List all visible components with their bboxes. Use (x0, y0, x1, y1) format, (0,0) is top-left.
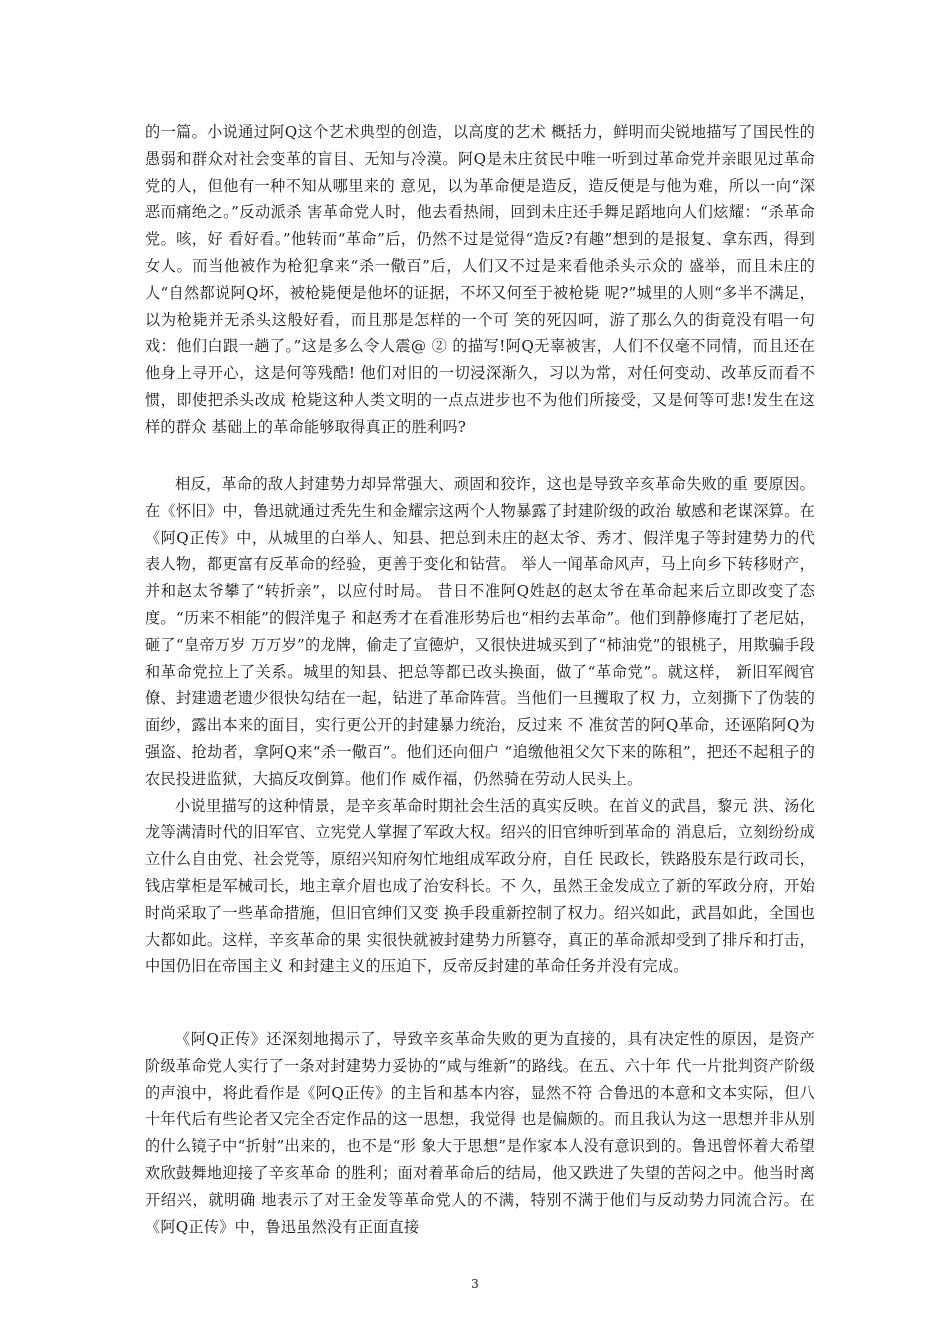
paragraph-3: 《阿Q正传》还深刻地揭示了，导致辛亥革命失败的更为直接的，具有决定性的原因，是资产阶级革命党人实行了一条对封建势力妥协的“咸与维新”的路线。在五、六十年 代一片批判资产阶级的声浪中，将此看作是《阿Q正传》的主旨和基本内容，显然不符 合鲁迅的本意和文本实际，但八十年代后有些论者又完全否定作品的这一思想，我觉得 也是偏颇的。而且我认为这一思想并非从别的什么镜子中“折射”出来的，也不是“形 象大于思想”是作家本人没有意识到的。鲁迅曾怀着大希望欢欣鼓舞地迎接了辛亥革命 的胜利；面对着革命后的结局，他又跌进了失望的苦闷之中。他当时离开绍兴，就明确 地表示了对王金发等革命党人的不满，特别不满于他们与反动势力同流合污。在《阿Q正传》中，鲁迅虽然没有正面直接 (145, 1030, 815, 1236)
page-number: 3 (471, 1277, 479, 1291)
paragraph-2 (145, 471, 815, 980)
paragraph-1: 的一篇。小说通过阿Q这个艺术典型的创造，以高度的艺术 概括力，鲜明而尖锐地描写了国民性的愚弱和群众对社会变革的盲目、无知与冷漠。阿Q是未庄贫民中唯一听到过革命党并亲眼见过革命党的人，但他有一种不知从哪里来的 意见，以为革命便是造反，造反便是与他为难，所以一向“深恶而痛绝之。”反动派杀 害革命党人时，他去看热闹，回到未庄还手舞足蹈地向人们炫耀：“杀革命党。咳，好 看好看。”他转而“革命”后，仍然不过是觉得“造反?有趣”想到的是报复、拿东西，得到女人。而当他被作为枪犯拿来“杀一儆百”后，人们又不过是来看他杀头示众的 盛举，而且未庄的人“自然都说阿Q坏，被枪毙便是他坏的证据，不坏又何至于被枪毙 呢?”城里的人则“多半不满足，以为枪毙并无杀头这般好看，而且那是怎样的一个可 笑的死囚呵，游了那么久的街竟没有唱一句戏：他们白跟一趟了。”这是多么令人震@ ② 的描写!阿Q无辜被害，人们不仅毫不同情，而且还在他身上寻开心，这是何等残酷! 他们对旧的一切浸深渐久，习以为常，对任何变动、改革反而看不惯，即使把杀头改成 枪毙这种人类文明的一点点进步也不为他们所接受，又是何等可悲!发生在这样的群众 基础上的革命能够取得真正的胜利吗? (145, 123, 815, 436)
paragraph-2-part-2: 小说里描写的这种情景，是辛亥革命时期社会生活的真实反映。在首义的武昌，黎元 洪、汤化龙等满清时代的旧军官、立宪党人掌握了军政大权。绍兴的旧官绅听到革命的 消息后，立刻纷纷成立什么自由党、社会党等，原绍兴知府匆忙地组成军政分府，自任 民政长，铁路股东是行政司长，钱店掌柜是军械司长，地主章介眉也成了治安科长。不 久，虽然王金发成立了新的军政分府，开始时尚采取了一些革命措施，但旧官绅们又变 换手段重新控制了权力。绍兴如此，武昌如此，全国也大都如此。这样，辛亥革命的果 实很快就被封建势力所篡夺，真正的革命派却受到了排斥和打击，中国仍旧在帝国主义 和封建主义的压迫下，反帝反封建的革命任务并没有完成。 (145, 796, 815, 976)
paragraph-2-part-1: 相反，革命的敌人封建势力却异常强大、顽固和狡诈，这也是导致辛亥革命失败的重 要原因。在《怀旧》中，鲁迅就通过秃先生和金耀宗这两个人物暴露了封建阶级的政治 敏感和老谋深算。在《阿Q正传》中，从城里的白举人、知县、把总到未庄的赵太爷、秀才、假洋鬼子等封建势力的代表人物，都更富有反革命的经验，更善于变化和钻营。 举人一闻革命风声，马上向乡下转移财产，并和赵太爷攀了“转折亲”，以应付时局。 昔日不准阿Q姓赵的赵太爷在革命起来后立即改变了态度。“历来不相能”的假洋鬼子 和赵秀才在看准形势后也“相约去革命”。他们到静修庵打了老尼姑，砸了“皇帝万岁 万万岁”的龙牌，偷走了宣德炉，又很快进城买到了“柿油党”的银桃子，用欺骗手段 和革命党拉上了关系。城里的知县、把总等都已改头换面，做了“革命党”。就这样， 新旧军阀官僚、封建遗老遗少很快勾结在一起，钻进了革命阵营。当他们一旦攫取了权 力，立刻撕下了伪装的面纱，露出本来的面目，实行更公开的封建暴力统治，反过来 不 准贫苦的阿Q革命，还诬陷阿Q为强盗、抢劫者，拿阿Q来“杀一儆百”。他们还向佃户 “追缴他祖父欠下来的陈租”，把还不起租子的农民投进监狱，大搞反攻倒算。他们作 威作福，仍然骑在劳动人民头上。 (145, 475, 815, 788)
